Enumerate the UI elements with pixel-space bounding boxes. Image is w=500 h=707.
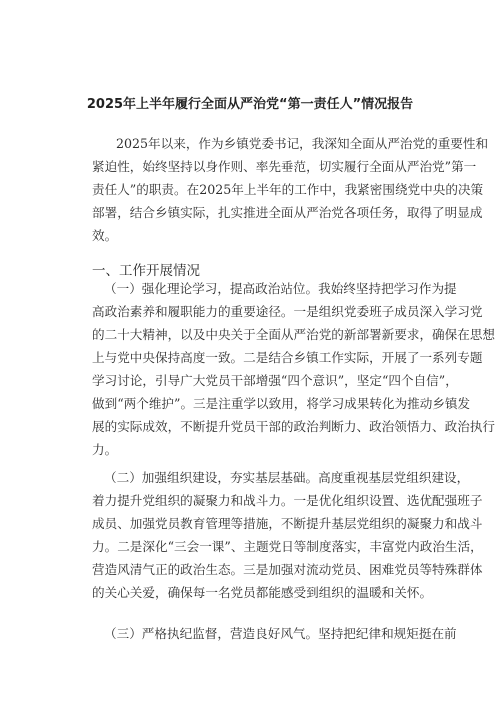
item1-line: 学习讨论，引导广大党员干部增强“四个意识”，坚定“四个自信”， bbox=[92, 373, 458, 388]
item1-line: 做到“两个维护”。三是注重学以致用，将学习成果转化为推动乡镇发 bbox=[92, 396, 471, 411]
intro-line: 责任人”的职责。在2025年上半年的工作中，我紧密围绕党中央的决策 bbox=[92, 182, 484, 197]
item1-line: 上与党中央保持高度一致。二是结合乡镇工作实际，开展了一系列专题 bbox=[92, 350, 483, 365]
item2-line: 力。二是深化“三会一课”、主题党日等制度落实，丰富党内政治生活， bbox=[92, 539, 483, 554]
item1-line: 展的实际成效，不断提升党员干部的政治判断力、政治领悟力、政治执行 bbox=[92, 419, 495, 434]
item2-line: 成员、加强党员教育管理等措施，不断提升基层党组织的凝聚力和战斗 bbox=[92, 516, 483, 531]
intro-line: 效。 bbox=[92, 228, 118, 243]
section-heading: 一、工作开展情况 bbox=[92, 263, 200, 279]
item2-line: 营造风清气正的政治生态。三是加强对流动党员、困难党员等特殊群体 bbox=[92, 562, 483, 577]
item2-line: 的关心关爱，确保每一名党员都能感受到组织的温暖和关怀。 bbox=[92, 585, 433, 600]
item3-line: （三）严格执纪监督，营造良好风气。坚持把纪律和规矩挺在前 bbox=[104, 626, 457, 641]
intro-line: 紧迫性，始终坚持以身作则、率先垂范，切实履行全面从严治党”第一 bbox=[92, 159, 477, 174]
report-title: 2025年上半年履行全面从严治党“第一责任人”情况报告 bbox=[86, 97, 414, 112]
item1-line: 力。 bbox=[92, 442, 118, 457]
item1-line: 的二十大精神，以及中央关于全面从严治党的新部署新要求，确保在思想 bbox=[92, 327, 495, 342]
intro-line: 2025年以来，作为乡镇党委书记，我深知全面从严治党的重要性和 bbox=[116, 136, 489, 151]
item2-line: （二）加强组织建设，夯实基层基础。高度重视基层党组织建设， bbox=[104, 470, 470, 485]
item1-line: （一）强化理论学习，提高政治站位。我始终坚持把学习作为提 bbox=[104, 281, 457, 296]
item2-line: 着力提升党组织的凝聚力和战斗力。一是优化组织设置、选优配强班子 bbox=[92, 493, 483, 508]
item1-line: 高政治素养和履职能力的重要途径。一是组织党委班子成员深入学习党 bbox=[92, 304, 483, 319]
intro-line: 部署，结合乡镇实际，扎实推进全面从严治党各项任务，取得了明显成 bbox=[92, 205, 483, 220]
